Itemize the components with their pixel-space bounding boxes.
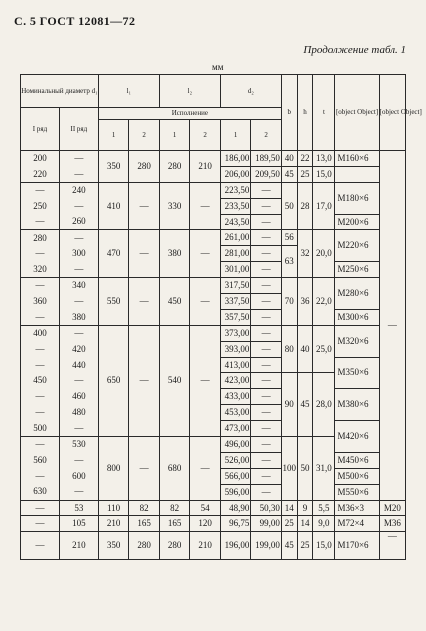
t-cell: 5,5 [313,500,335,516]
nominal-diameter-header: Номинальный диаметр d₁ [21,75,99,108]
h-cell: 45 [297,373,313,437]
diameter-row1-cell: — [21,516,60,532]
h-cell: 36 [297,278,313,326]
diameter-row1-cell: — [21,389,60,405]
diameter-row2-cell: — [59,484,98,500]
l2-ex1-cell: 165 [159,516,190,532]
h-cell: 50 [297,437,313,501]
l1-ex1-cell: 350 [98,151,129,183]
diameter-row2-cell: 210 [59,532,98,560]
t-cell: 15,0 [313,166,335,182]
diameter-row2-cell: — [59,294,98,310]
row2-header: II ряд [59,108,98,151]
diameter-row1-cell: 400 [21,325,60,341]
d2-ex2-cell: — [251,278,282,294]
b-header: b [281,75,297,151]
l1-ex1-cell: 470 [98,230,129,278]
d2-ex2-cell: — [251,484,282,500]
l1-ex1-cell: 110 [98,500,129,516]
t-cell: 28,0 [313,373,335,437]
b-cell: 40 [281,151,297,167]
l2-header: l₂ [159,75,220,108]
diameter-row1-cell: — [21,405,60,421]
diameter-row1-cell: — [21,500,60,516]
b-cell: 45 [281,532,297,560]
l2-ex2-cell: — [190,437,221,501]
diameter-row1-cell: — [21,214,60,230]
diameter-row2-cell: 460 [59,389,98,405]
l2-ex1-cell: 280 [159,151,190,183]
diameter-row2-cell: 600 [59,468,98,484]
d2-ex2-cell: — [251,246,282,262]
diameter-row1-cell: — [21,341,60,357]
h-cell: 25 [297,166,313,182]
diameter-row2-cell: 260 [59,214,98,230]
l2-ex1-cell: 540 [159,325,190,436]
diameter-row2-cell: — [59,421,98,437]
diameter-row2-cell: — [59,166,98,182]
d2-ex1-cell: 196,00 [220,532,251,560]
l1-ex2-cell: — [129,278,160,326]
diameter-row2-cell: 380 [59,309,98,325]
l2-ex1-cell: 680 [159,437,190,501]
d3-cell: M200×6 [335,214,379,230]
d2-ex1-cell: 496,00 [220,437,251,453]
l2-ex1-cell: 330 [159,182,190,230]
diameter-row2-cell: 240 [59,182,98,198]
row1-header: I ряд [21,108,60,151]
d2-ex1-cell: 186,00 [220,151,251,167]
diameter-row2-cell: 420 [59,341,98,357]
d3-cell: M550×6 [335,484,379,500]
d3-cell: M420×6 [335,421,379,453]
h-cell: 22 [297,151,313,167]
t-cell: 31,0 [313,437,335,501]
diameter-row2-cell: 480 [59,405,98,421]
d2-ex1-cell: 473,00 [220,421,251,437]
h-cell: 40 [297,325,313,373]
l2-ex2-cell: — [190,182,221,230]
d2-ex1-cell: 433,00 [220,389,251,405]
d2-ex2-cell: — [251,341,282,357]
table-row [21,325,406,341]
execution-1-header: 1 [98,120,129,151]
diameter-row2-cell: — [59,452,98,468]
diameter-row2-cell: — [59,262,98,278]
d3-cell: M250×6 [335,262,379,278]
d3-cell: M220×6 [335,230,379,262]
b-cell: 63 [281,246,297,278]
d3-cell: M320×6 [335,325,379,357]
d2-ex2-cell: 189,50 [251,151,282,167]
d2-ex2-cell: — [251,389,282,405]
l1-ex1-cell: 210 [98,516,129,532]
t-header: t [313,75,335,151]
table-continuation-label: Продолжение табл. 1 [303,44,406,56]
diameter-row1-cell: — [21,468,60,484]
table-row [21,182,406,198]
diameter-row1-cell: — [21,357,60,373]
l1-ex1-cell: 800 [98,437,129,501]
d4-cell: — [379,151,405,501]
l1-ex1-cell: 350 [98,532,129,560]
t-cell: 13,0 [313,151,335,167]
diameter-row2-cell: — [59,325,98,341]
d2-ex2-cell: — [251,214,282,230]
diameter-row1-cell: 360 [21,294,60,310]
l2-ex2-cell: 54 [190,500,221,516]
d4-cell: M20 [379,500,405,516]
d2-ex2-cell: 50,30 [251,500,282,516]
d2-ex1-cell: 423,00 [220,373,251,389]
d2-ex2-cell: — [251,452,282,468]
d3-cell: M380×6 [335,389,379,421]
d3-cell: M300×6 [335,309,379,325]
d2-ex1-cell: 337,50 [220,294,251,310]
d2-ex2-cell: — [251,405,282,421]
diameter-row2-cell: — [59,373,98,389]
d2-ex1-cell: 566,00 [220,468,251,484]
diameter-row1-cell: 560 [21,452,60,468]
d3-cell: M280×6 [335,278,379,310]
b-cell: 50 [281,182,297,230]
t-cell: 22,0 [313,278,335,326]
diameter-row1-cell: — [21,309,60,325]
diameter-row2-cell: 440 [59,357,98,373]
d2-ex1-cell: 301,00 [220,262,251,278]
l1-ex2-cell: — [129,230,160,278]
diameter-row1-cell: — [21,278,60,294]
b-cell: 56 [281,230,297,246]
b-cell: 25 [281,516,297,532]
d2-ex2-cell: 199,00 [251,532,282,560]
diameter-row1-cell: — [21,532,60,560]
l1-ex2-cell: 280 [129,532,160,560]
l2-ex2-cell: — [190,325,221,436]
d2-ex1-cell: 357,50 [220,309,251,325]
table-row [21,532,406,560]
b-cell: 14 [281,500,297,516]
d4-cell: M36 [379,516,405,532]
dimensions-table [20,74,422,560]
diameter-row1-cell: — [21,182,60,198]
table-row [21,500,406,516]
d3-cell: M36×3 [335,500,379,516]
l2-ex2-cell: 210 [190,151,221,183]
d2-ex1-cell: 206,00 [220,166,251,182]
t-cell: 25,0 [313,325,335,373]
l2-ex1-cell: 280 [159,532,190,560]
d2-ex2-cell: — [251,325,282,341]
d3-cell: M350×6 [335,357,379,389]
h-cell: 9 [297,500,313,516]
t-cell: 9,0 [313,516,335,532]
d2-ex1-cell: 281,00 [220,246,251,262]
l1-ex1-cell: 410 [98,182,129,230]
l1-ex2-cell: — [129,182,160,230]
d2-ex1-cell: 317,50 [220,278,251,294]
diameter-row1-cell: 220 [21,166,60,182]
execution-2-header: 2 [129,120,160,151]
b-cell: 70 [281,278,297,326]
d2-ex1-cell: 393,00 [220,341,251,357]
l2-ex1-cell: 82 [159,500,190,516]
diameter-row2-cell: — [59,230,98,246]
diameter-row2-cell: 530 [59,437,98,453]
h-cell: 25 [297,532,313,560]
d2-ex2-cell: — [251,468,282,484]
d3-cell: M180×6 [335,182,379,214]
h-cell: 32 [297,230,313,278]
d2-ex1-cell: 96,75 [220,516,251,532]
d2-ex2-cell: 99,00 [251,516,282,532]
d3-cell: M160×6 [335,151,379,167]
table-row [21,516,406,532]
d3-cell [335,166,379,182]
l2-ex1-cell: 450 [159,278,190,326]
d2-ex2-cell: — [251,437,282,453]
execution-header: Исполнение [98,108,281,120]
diameter-row1-cell: 280 [21,230,60,246]
d2-ex1-cell: 373,00 [220,325,251,341]
l1-ex2-cell: — [129,437,160,501]
t-cell: 17,0 [313,182,335,230]
d2-ex1-cell: 243,50 [220,214,251,230]
execution-1-header: 1 [159,120,190,151]
d2-ex1-cell: 48,90 [220,500,251,516]
diameter-row1-cell: 250 [21,198,60,214]
d2-ex1-cell: 526,00 [220,452,251,468]
diameter-row2-cell: — [59,151,98,167]
l2-ex1-cell: 380 [159,230,190,278]
d2-ex2-cell: — [251,421,282,437]
d2-ex2-cell: 209,50 [251,166,282,182]
d3-cell: M450×6 [335,452,379,468]
l2-ex2-cell: — [190,278,221,326]
page-header: С. 5 ГОСТ 12081—72 [14,14,136,28]
diameter-row1-cell: 200 [21,151,60,167]
table-row [21,278,406,294]
d2-ex2-cell: — [251,198,282,214]
d2-ex1-cell: 453,00 [220,405,251,421]
diameter-row2-cell: 340 [59,278,98,294]
d2-ex2-cell: — [251,182,282,198]
d2-ex2-cell: — [251,294,282,310]
l1-ex2-cell: 82 [129,500,160,516]
diameter-row1-cell: 320 [21,262,60,278]
d2-ex2-cell: — [251,230,282,246]
d2-ex1-cell: 596,00 [220,484,251,500]
diameter-row2-cell: — [59,198,98,214]
execution-2-header: 2 [190,120,221,151]
l1-ex1-cell: 550 [98,278,129,326]
d2-ex2-cell: — [251,357,282,373]
execution-1-header: 1 [220,120,251,151]
b-cell: 45 [281,166,297,182]
diameter-row2-cell: 300 [59,246,98,262]
d2-ex2-cell: — [251,309,282,325]
l1-header: l₁ [98,75,159,108]
diameter-row1-cell: 500 [21,421,60,437]
l1-ex2-cell: — [129,325,160,436]
execution-2-header: 2 [251,120,282,151]
diameter-row1-cell: — [21,246,60,262]
b-cell: 100 [281,437,297,501]
l1-ex2-cell: 165 [129,516,160,532]
l1-ex1-cell: 650 [98,325,129,436]
h-header: h [297,75,313,151]
diameter-row1-cell: 450 [21,373,60,389]
d2-ex2-cell: — [251,262,282,278]
d4-header: [object Object] [379,75,405,151]
table-row [21,151,406,167]
h-cell: 28 [297,182,313,230]
l1-ex2-cell: 280 [129,151,160,183]
diameter-row2-cell: 53 [59,500,98,516]
table-row [21,230,406,246]
t-cell: 15,0 [313,532,335,560]
d3-cell: M72×4 [335,516,379,532]
diameter-row1-cell: 630 [21,484,60,500]
d2-header: d₂ [220,75,281,108]
l2-ex2-cell: 210 [190,532,221,560]
diameter-row2-cell: 105 [59,516,98,532]
d2-ex1-cell: 413,00 [220,357,251,373]
units-label: мм [212,62,224,72]
diameter-row1-cell: — [21,437,60,453]
b-cell: 90 [281,373,297,437]
t-cell: 20,0 [313,230,335,278]
d4-cell: — [379,532,405,560]
d3-header: [object Object] [335,75,379,151]
d2-ex1-cell: 233,50 [220,198,251,214]
l2-ex2-cell: — [190,230,221,278]
d2-ex1-cell: 223,50 [220,182,251,198]
d2-ex2-cell: — [251,373,282,389]
d3-cell: M500×6 [335,468,379,484]
d3-cell: M170×6 [335,532,379,560]
b-cell: 80 [281,325,297,373]
l2-ex2-cell: 120 [190,516,221,532]
h-cell: 14 [297,516,313,532]
d2-ex1-cell: 261,00 [220,230,251,246]
